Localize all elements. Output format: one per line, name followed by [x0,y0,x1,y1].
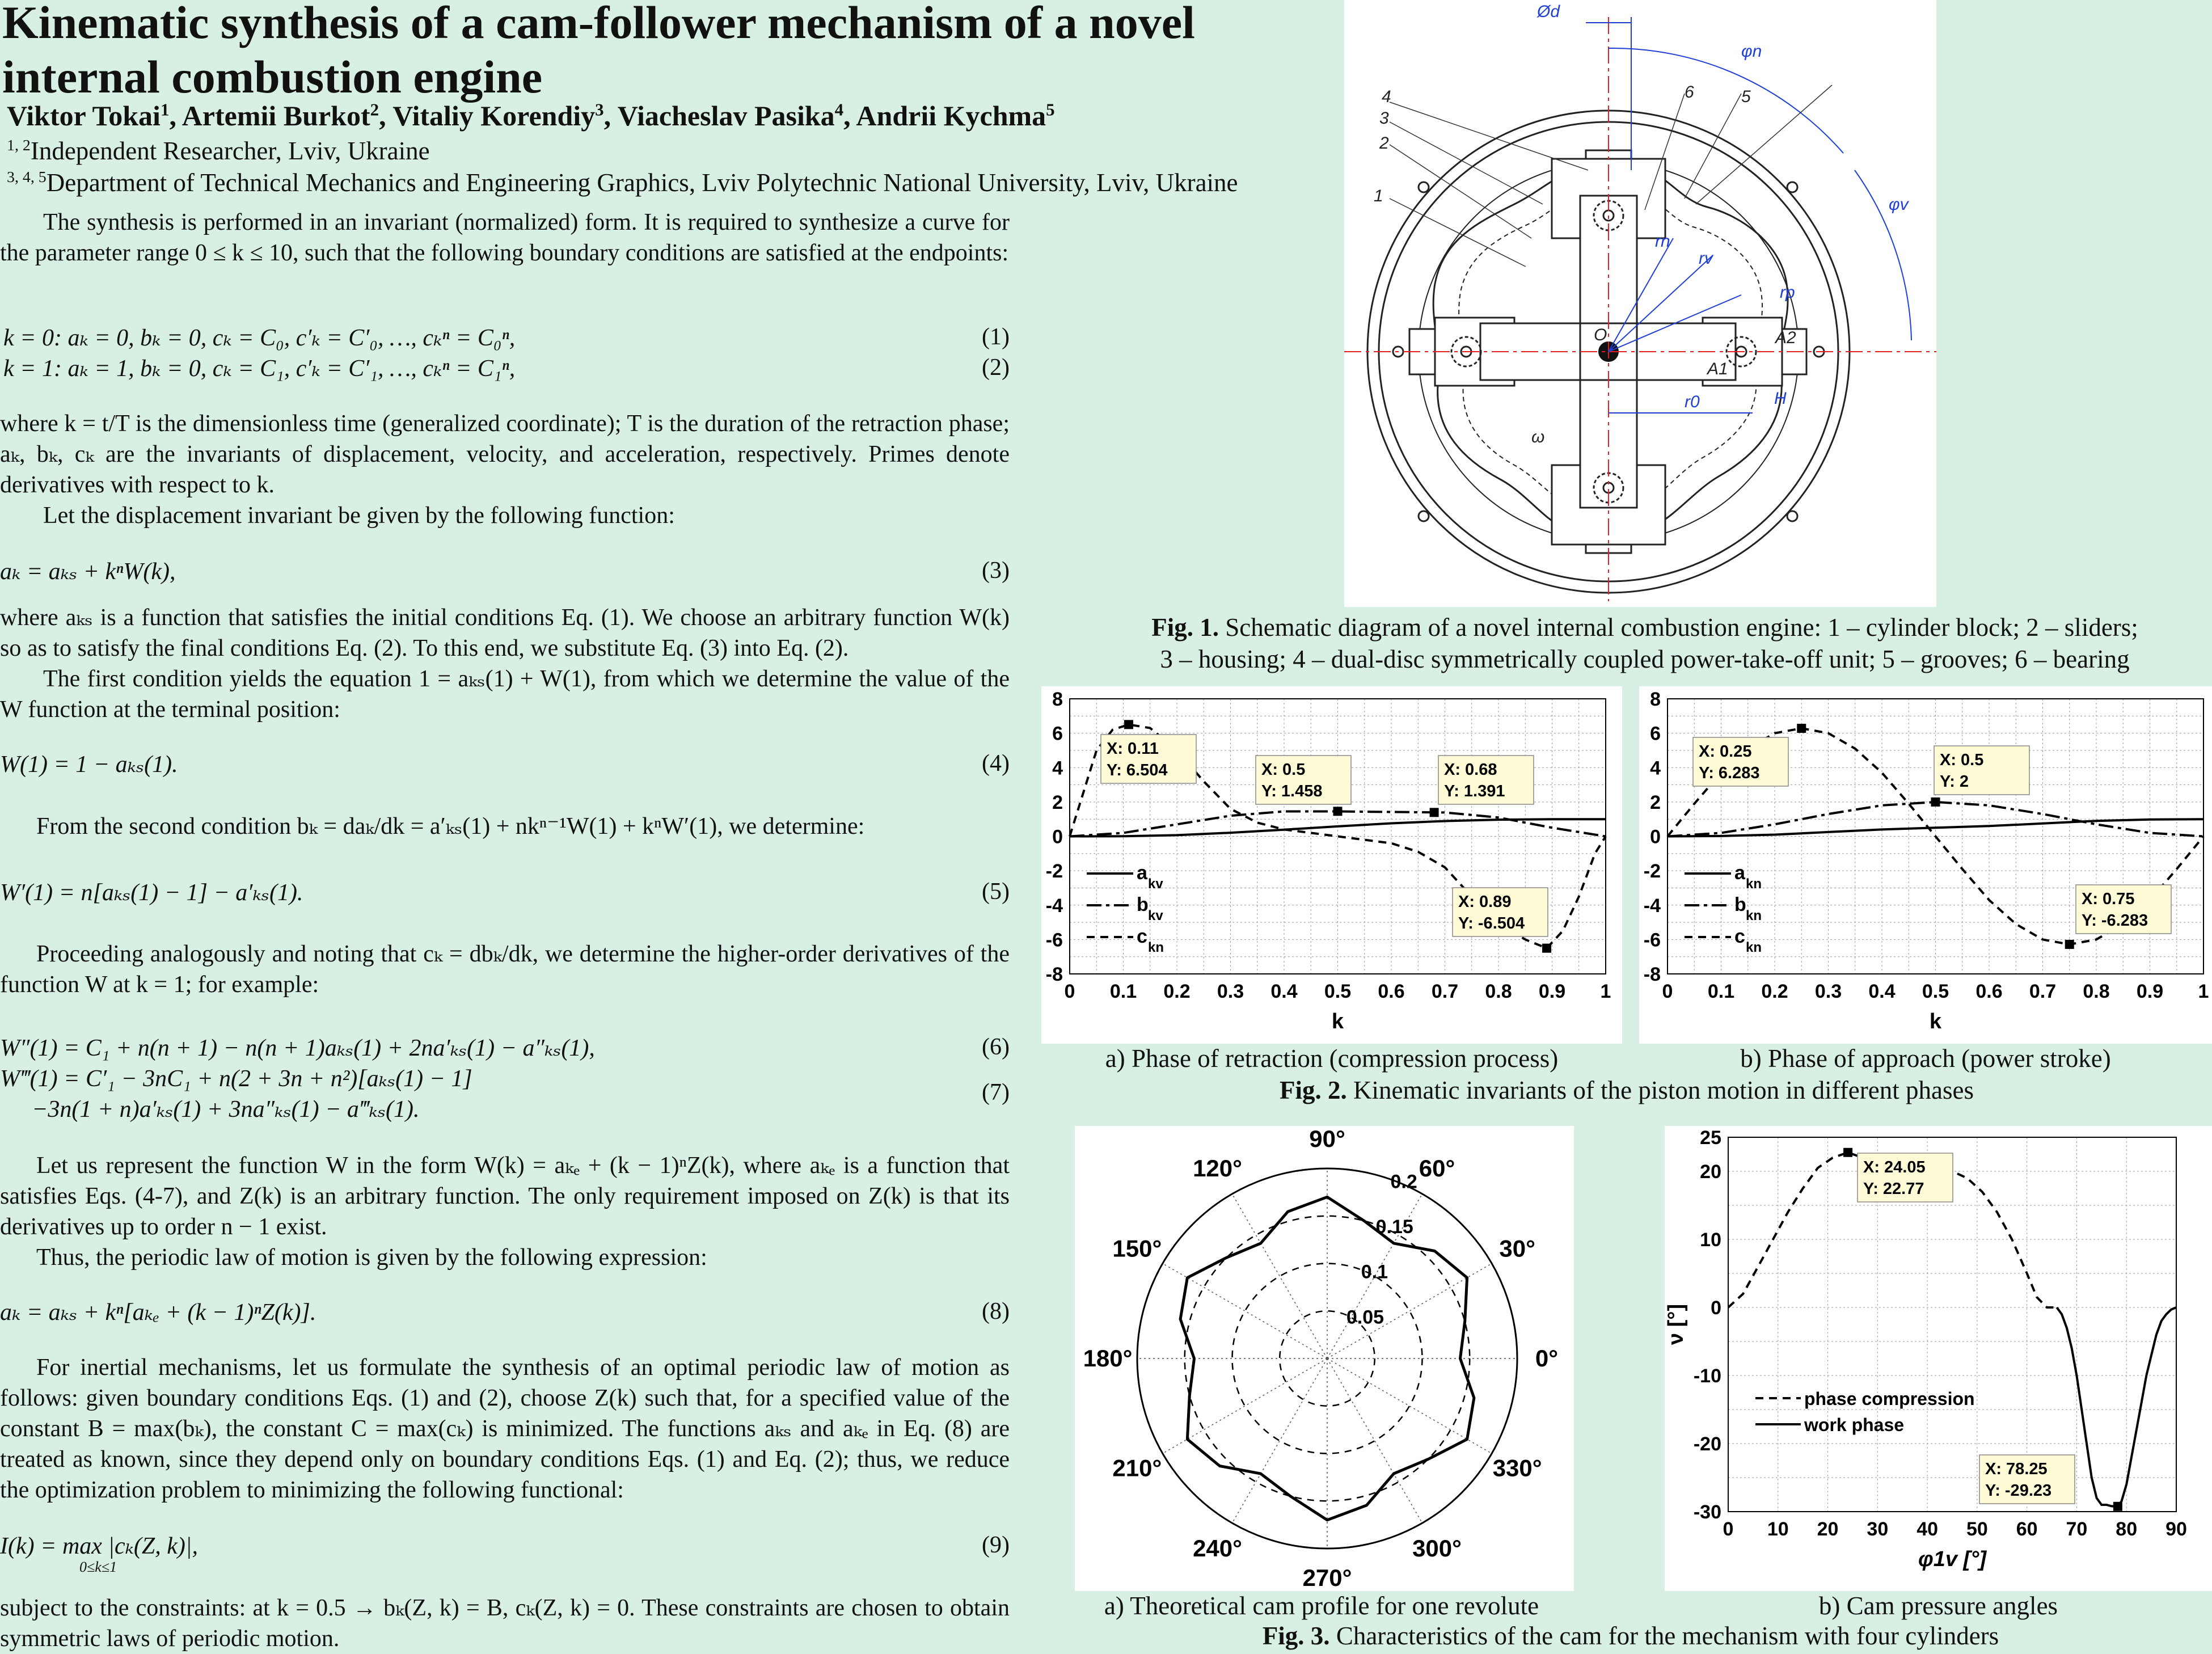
label-H: H [1774,389,1787,408]
theta-tick-label: 300° [1412,1535,1462,1562]
equation-number: (7) [982,1079,1010,1106]
series-line-akn [1668,819,2203,836]
theta-tick-label: 60° [1419,1154,1455,1182]
label-6: 6 [1685,83,1694,102]
theta-tick-label: 0° [1535,1345,1559,1372]
angular-grid-line [1232,1358,1328,1523]
datatip-x: X: 0.11 [1107,740,1159,758]
x-tick-label: 0.3 [1217,981,1244,1002]
author: Viktor Tokai [7,100,161,132]
x-tick-label: 0.7 [1431,981,1459,1002]
author: Vitaliy Korendiy [392,100,596,132]
theta-tick-label: 270° [1302,1564,1352,1591]
y-tick-label: 0 [1711,1297,1721,1319]
fig2a-caption: a) Phase of retraction (compression process) [1105,1044,1559,1073]
x-tick-label: 0.2 [1761,981,1788,1002]
datatip-x: X: 0.25 [1699,742,1752,761]
datatip-y: Y: -6.283 [2082,912,2148,930]
x-tick-label: 60 [2016,1518,2038,1540]
paragraph: Thus, the periodic law of motion is given by the following expression: [36,1244,707,1271]
x-tick-label: 40 [1916,1518,1939,1540]
x-tick-label: 1 [2198,981,2209,1002]
equation-number: (8) [982,1298,1010,1324]
theta-tick-label: 30° [1499,1235,1535,1262]
equation-number: (5) [982,879,1010,905]
x-axis-label: k [1331,1010,1344,1033]
legend-label: a [1734,862,1745,884]
x-tick-label: 0.6 [1975,981,2003,1002]
angular-grid-line [1327,1358,1422,1523]
legend-label: c [1137,926,1147,947]
datatip-marker [1931,798,1940,807]
datatip-y: Y: 6.283 [1699,764,1760,782]
paper-title: Kinematic synthesis of a cam-follower mechanism of a novel internal combustion engine [2,0,1195,103]
equation: W″(1) = C₁ + n(n + 1) − n(n + 1)aₖₛ(1) + 2na′ₖₛ(1) − a″ₖₛ(1), [0,1035,595,1061]
legend-label: b [1137,894,1149,915]
legend-subscript: kn [1746,876,1762,892]
label-A2: A2 [1775,328,1796,347]
equation-number: (2) [982,355,1010,381]
label-5: 5 [1741,87,1751,106]
equation-number: (6) [982,1034,1010,1060]
r-tick-label: 0.1 [1361,1261,1388,1283]
author-list: Viktor Tokai$^1$, Artemii Burkot$^2$, Vitaliy Korendiy$^3$, Viacheslav Pasika$^4$, Andrii Kychma$^5$ [7,99,1055,132]
equation-number: (9) [982,1532,1010,1558]
x-tick-label: 0.4 [1868,981,1896,1002]
x-tick-label: 0.9 [1538,981,1566,1002]
y-tick-label: -8 [1045,964,1063,985]
theta-tick-label: 330° [1492,1454,1542,1482]
y-tick-label: -10 [1693,1365,1721,1387]
author: Artemii Burkot [181,100,370,132]
x-tick-label: 30 [1867,1518,1889,1540]
datatip-marker [1843,1148,1852,1157]
label-2: 2 [1379,134,1389,153]
y-tick-label: -8 [1643,964,1661,985]
x-tick-label: 80 [2116,1518,2138,1540]
x-tick-label: 0.1 [1707,981,1735,1002]
paragraph: Let us represent the function W in the form W(k) = aₖₑ + (k − 1)ⁿZ(k), where aₖₑ is a function that satisfies Eqs. (4-7), and Z(k) is an arbitrary function. The only requirement imposed on Z(k) is that its derivatives up to order n − 1 exist. [0,1153,1010,1240]
y-tick-label: 0 [1650,826,1661,848]
y-tick-label: 20 [1700,1161,1721,1183]
label-O: O [1594,326,1607,344]
x-tick-label: 0 [1662,981,1673,1002]
x-axis-label: φ1v [°] [1918,1547,1987,1571]
paragraph: Proceeding analogously and noting that cₖ = dbₖ/dk, we determine the higher-order derivatives of the function W at k = 1; for example: [0,941,1010,998]
equation: aₖ = aₖₛ + kⁿ[aₖₑ + (k − 1)ⁿZ(k)]. [0,1299,316,1326]
equation-subscript: 0≤k≤1 [79,1559,117,1575]
x-tick-label: 0.6 [1378,981,1405,1002]
datatip-x: X: 0.5 [1940,751,1984,769]
x-axis-label: k [1929,1010,1942,1033]
datatip-x: X: 0.89 [1458,893,1512,911]
affiliation: $^{3, 4, 5}$Department of Technical Mechanics and Engineering Graphics, Lviv Polytechnic National University, Lviv, Ukraine [7,168,1238,197]
datatip-y: Y: 6.504 [1107,761,1168,779]
x-tick-label: 0 [1064,981,1075,1002]
paragraph: Let the displacement invariant be given by the following function: [43,503,675,529]
legend-label: a [1137,862,1147,884]
equation-number: (4) [982,750,1010,777]
y-tick-label: -2 [1045,860,1063,883]
legend-label: phase compression [1804,1389,1975,1409]
legend-subscript: kv [1148,908,1163,923]
datatip-y: Y: 2 [1940,773,1969,791]
label-omega: ω [1531,428,1545,446]
x-tick-label: 0.5 [1922,981,1949,1002]
fig2-caption: Fig. 2. Kinematic invariants of the piston motion in different phases [1280,1076,1974,1104]
r-tick-label: 0.05 [1346,1306,1384,1328]
x-tick-label: 0.7 [2029,981,2057,1002]
datatip-x: X: 0.5 [1261,761,1306,779]
x-tick-label: 90 [2165,1518,2187,1540]
r-tick-label: 0.2 [1390,1171,1417,1193]
y-tick-label: -2 [1643,860,1661,883]
legend-label: b [1734,894,1746,915]
theta-tick-label: 120° [1193,1154,1242,1182]
label-A1: A1 [1707,360,1728,378]
y-tick-label: -4 [1643,894,1661,917]
fig1-schematic [1344,0,1936,607]
paragraph: The first condition yields the equation 1 = aₖₛ(1) + W(1), from which we determine the value of the W function at the terminal position: [0,666,1010,723]
y-tick-label: 2 [1650,791,1661,813]
datatip-y: Y: -29.23 [1985,1482,2052,1500]
datatip-x: X: 0.75 [2082,890,2135,908]
x-tick-label: 0.8 [1485,981,1512,1002]
fig3-caption: Fig. 3. Characteristics of the cam for the mechanism with four cylinders [1262,1622,1999,1650]
paragraph: From the second condition bₖ = daₖ/dk = a′ₖₛ(1) + nkⁿ⁻¹W(1) + kⁿW′(1), we determine: [36,813,865,839]
x-tick-label: 50 [1966,1518,1988,1540]
label-d: Ød [1537,2,1560,21]
datatip-marker [1333,807,1343,816]
datatip-y: Y: 1.458 [1261,782,1323,800]
angular-grid-line [1232,1194,1328,1358]
datatip-marker [1542,944,1551,953]
legend-label: c [1734,926,1745,947]
y-tick-label: -20 [1693,1433,1721,1455]
datatip-y: Y: 22.77 [1863,1180,1924,1198]
fig3b-caption: b) Cam pressure angles [1818,1592,2058,1620]
fig2b-chart [1639,686,2212,1044]
legend-subscript: kn [1746,908,1762,923]
label-phin: φn [1741,42,1762,61]
datatip-marker [2113,1502,2122,1511]
label-rv: rv [1699,249,1713,268]
y-tick-label: 6 [1650,723,1661,745]
equation: k = 0: aₖ = 0, bₖ = 0, cₖ = C₀, c′ₖ = C′₀, …, cₖⁿ = C₀ⁿ, [3,325,516,351]
y-tick-label: 6 [1052,723,1063,745]
x-tick-label: 0.2 [1163,981,1191,1002]
label-4: 4 [1382,87,1391,106]
y-axis-label: ν [°] [1665,1303,1688,1345]
paragraph: where aₖₛ is a function that satisfies the initial conditions Eq. (1). We choose an arbitrary function W(k) so as to satisfy the final conditions Eq. (2). To this end, we substitute Eq. (3) into Eq. (2). [0,605,1010,661]
equation-number: (3) [982,558,1010,584]
datatip-y: Y: 1.391 [1444,782,1505,800]
x-tick-label: 0.3 [1814,981,1842,1002]
x-tick-label: 70 [2066,1518,2088,1540]
equation: aₖ = aₖₛ + kⁿW(k), [0,559,176,585]
x-tick-label: 20 [1817,1518,1839,1540]
theta-tick-label: 210° [1112,1454,1162,1482]
x-tick-label: 0.4 [1270,981,1298,1002]
x-tick-label: 0.5 [1324,981,1352,1002]
x-tick-label: 0.1 [1109,981,1137,1002]
y-tick-label: 8 [1052,689,1063,710]
y-tick-label: -4 [1045,894,1063,917]
fig1-caption: Fig. 1. Schematic diagram of a novel internal combustion engine: 1 – cylinder block; 2 – sliders; [1151,613,2138,642]
legend-subscript: kn [1746,940,1762,955]
y-tick-label: -6 [1045,929,1063,951]
label-phiv: φv [1889,195,1909,214]
datatip-marker [2065,940,2074,949]
paragraph: subject to the constraints: at k = 0.5 → bₖ(Z, k) = B, cₖ(Z, k) = 0. These constraints are chosen to obtain symmetric laws of periodic motion. [0,1595,1010,1652]
theta-tick-label: 180° [1083,1345,1133,1372]
legend-subscript: kv [1148,876,1163,892]
fig3b-chart [1665,1126,2212,1591]
equation: −3n(1 + n)a′ₖₛ(1) + 3na″ₖₛ(1) − a‴ₖₛ(1). [32,1096,420,1123]
fig2b-caption: b) Phase of approach (power stroke) [1740,1044,2111,1073]
affiliation: $^{1, 2}$Independent Researcher, Lviv, Ukraine [7,137,430,165]
paragraph: The synthesis is performed in an invariant (normalized) form. It is required to synthesize a curve for the parameter range 0 ≤ k ≤ 10, such that the following boundary conditions are satisfied at the endpoints: [0,209,1010,266]
label-1: 1 [1374,187,1383,205]
label-3: 3 [1379,109,1389,128]
y-tick-label: -30 [1693,1501,1721,1523]
author: Andrii Kychma [856,100,1046,132]
equation: W′(1) = n[aₖₛ(1) − 1] − a′ₖₛ(1). [0,880,303,906]
equation: k = 1: aₖ = 1, bₖ = 0, cₖ = C₁, c′ₖ = C′₁, …, cₖⁿ = C₁ⁿ, [3,356,516,382]
datatip-marker [1797,724,1806,733]
y-tick-label: -6 [1643,929,1661,951]
legend-subscript: kn [1148,940,1164,955]
label-r0: r0 [1685,393,1700,411]
label-rn: rn [1655,232,1670,251]
datatip-y: Y: -6.504 [1458,914,1525,933]
datatip-x: X: 0.68 [1444,761,1497,779]
paragraph: where k = t/T is the dimensionless time (generalized coordinate); T is the duration of the retraction phase; aₖ, bₖ, cₖ are the invariants of displacement, velocity, and acceleration, respectively. Primes denote derivatives with respect to k. [0,411,1010,498]
equation: W‴(1) = C′₁ − 3nC₁ + n(2 + 3n + n²)[aₖₛ(1) − 1] [0,1066,472,1092]
fig3a-caption: a) Theoretical cam profile for one revolute [1104,1592,1539,1620]
y-tick-label: 0 [1052,826,1063,848]
equation: W(1) = 1 − aₖₛ(1). [0,752,178,778]
author: Viacheslav Pasika [617,100,835,132]
y-tick-label: 2 [1052,791,1063,813]
datatip-x: X: 24.05 [1863,1158,1926,1176]
x-tick-label: 10 [1767,1518,1789,1540]
equation-number: (1) [982,324,1010,350]
y-tick-label: 25 [1700,1127,1721,1149]
y-tick-label: 4 [1052,757,1063,779]
x-tick-label: 1 [1600,981,1611,1002]
label-rp: rp [1780,283,1795,302]
datatip-marker [1430,808,1439,817]
y-tick-label: 10 [1700,1229,1721,1251]
x-tick-label: 0 [1723,1518,1734,1540]
y-tick-label: 4 [1650,757,1661,779]
datatip-x: X: 78.25 [1985,1460,2048,1478]
fig2a-chart [1041,686,1622,1044]
x-tick-label: 0.9 [2136,981,2164,1002]
fig3a-chart [1075,1126,1574,1591]
legend-label: work phase [1804,1415,1905,1435]
theta-tick-label: 90° [1309,1126,1345,1152]
r-tick-label: 0.15 [1375,1216,1413,1238]
fig1-caption-line2: 3 – housing; 4 – dual-disc symmetrically coupled power-take-off unit; 5 – grooves; 6 – bearing [1160,645,2130,673]
x-tick-label: 0.8 [2083,981,2110,1002]
theta-tick-label: 240° [1193,1535,1242,1562]
datatip-marker [1124,720,1133,729]
y-tick-label: 8 [1650,689,1661,710]
equation: I(k) = max |cₖ(Z, k)|, [0,1533,198,1559]
paragraph: For inertial mechanisms, let us formulate the synthesis of an optimal periodic law of motion as follows: given boundary conditions Eqs. (1) and (2), choose Z(k) such that, for a specified value of the constant B = max(bₖ), the constant C = max(cₖ) is minimized. The functions aₖₛ and aₖₑ in Eq. (8) are treated as known, since they depend only on boundary conditions Eqs. (1) and Eq. (2); thus, we reduce the optimization problem to minimizing the following functional: [0,1355,1010,1503]
theta-tick-label: 150° [1112,1235,1162,1262]
